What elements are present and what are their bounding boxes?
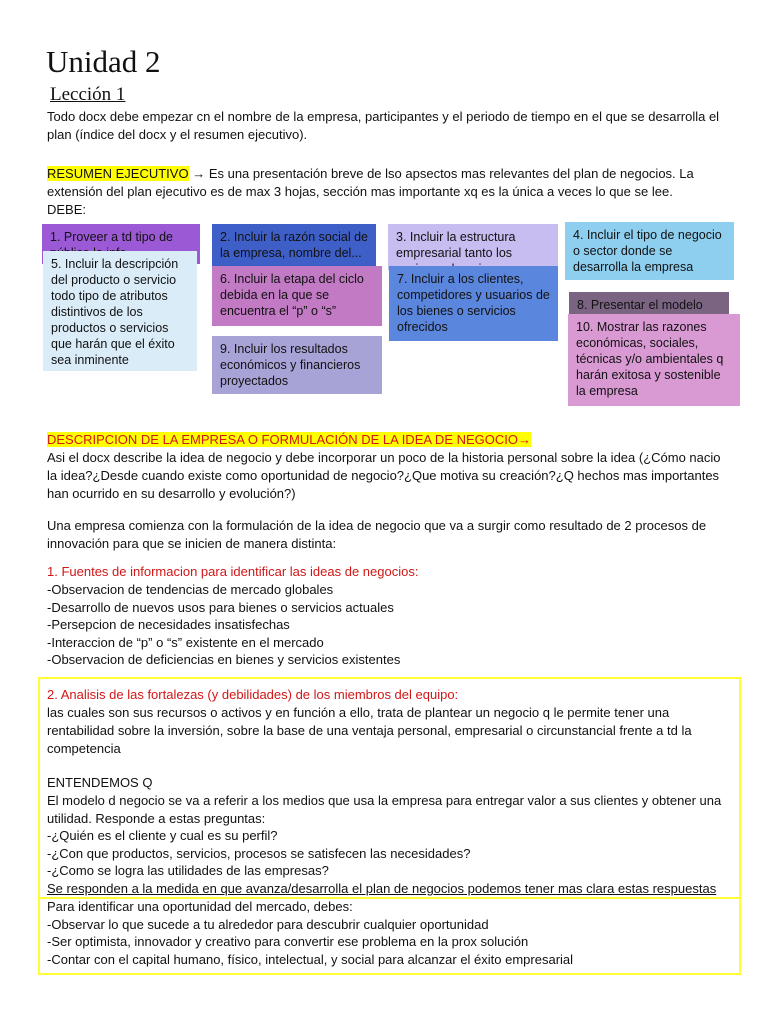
resumen-text: Es una presentación breve de lso apsectos mas relevantes del plan de negocios. La extensión del plan ejecutivo es de max 3 hojas, sección mas importante xq es la única a veces lo que se lee. [47, 166, 694, 199]
descripcion-paragraph [47, 431, 727, 503]
descripcion-text: Asi el docx describe la idea de negocio y debe incorporar un poco de la historia personal sobre la idea (¿Cómo nacio la idea?¿Desde cuando existe como oportunidad de negocio?¿Que motiva su creación?¿Q hechos mas importantes han ocurrido en su desarrollo y evolución?) [47, 450, 721, 501]
fuentes-list [47, 581, 400, 669]
list-item: -Interaccion de “p” o “s” existente en el mercado [47, 634, 324, 650]
resumen-paragraph [47, 165, 727, 201]
list-item: -Persepcion de necesidades insatisfechas [47, 617, 290, 632]
list-item: -Contar con el capital humano, físico, intelectual, y social para alcanzar el éxito empresarial [47, 951, 574, 967]
box-6: 6. Incluir la etapa del ciclo debida en la que se encuentra el “p” o “s” [212, 266, 382, 326]
box-1: 1. Proveer a td tipo de [42, 224, 200, 264]
box-8: 8. Presentar el modelo [569, 292, 729, 316]
oportunidad-heading: Para identificar una oportunidad del mercado, debes: [47, 899, 353, 914]
arrow-icon: → [518, 432, 531, 447]
arrow-icon: → [192, 166, 206, 181]
modelo-text: El modelo d negocio se va a referir a los medios que usa la empresa para entregar valor a sus clientes y obtener una utilidad. Responde a estas preguntas: [47, 793, 722, 826]
list-item: -¿Con que productos, servicios, procesos se satisfecen las necesidades? [47, 845, 471, 861]
underlined-note: Se responden a la medida en que avanza/desarrolla el plan de negocios podemos tener mas clara estas respuestas [47, 881, 717, 896]
debe-label: DEBE: [47, 202, 87, 217]
box-5: 5. Incluir la descripción del producto o servicio todo tipo de atributos distintivos de los productos o servicios que harán que el éxito sea inminente [43, 251, 197, 371]
resumen-label: RESUMEN EJECUTIVO [47, 166, 189, 181]
page-title: Unidad 2 [46, 44, 161, 79]
analisis-heading: 2. Analisis de las fortalezas (y debilidades) de los miembros del equipo: [47, 687, 459, 702]
box-7: 7. Incluir a los clientes, competidores y usuarios de los bienes o servicios ofrecidos [389, 266, 558, 341]
lesson-title: Lección 1 [50, 84, 126, 105]
box-10: 10. Mostrar las razones económicas, sociales, técnicas y/o ambientales q harán exitosa y sostenible la empresa [568, 314, 740, 406]
fuentes-heading: 1. Fuentes de informacion para identificar las ideas de negocios: [47, 564, 419, 579]
intro-paragraph: Todo docx debe empezar cn el nombre de la empresa, participantes y el periodo de tiempo en el que se desarrolla el plan (índice del docx y el resumen ejecutivo). [47, 109, 720, 142]
descripcion-para2: Una empresa comienza con la formulación de la idea de negocio que va a surgir como resultado de 2 procesos de innovación para que se inicien de manera distinta: [47, 518, 707, 551]
box-3: 3. Incluir la estructura empresarial tanto los [388, 224, 558, 270]
box-2: 2. Incluir la razón social de la empresa, nombre del... [212, 224, 376, 270]
list-item: -Desarrollo de nuevos usos para bienes o servicios actuales [47, 599, 394, 615]
list-item: -Observacion de tendencias de mercado globales [47, 582, 334, 597]
list-item: -Ser optimista, innovador y creativo para convertir ese problema en la prox solución [47, 934, 529, 949]
list-item: -Observar lo que sucede a tu alrededor para descubrir cualquier oportunidad [47, 916, 489, 932]
box-4: 4. Incluir el tipo de negocio o sector donde se desarrolla la empresa [565, 222, 734, 280]
list-item: -¿Quién es el cliente y cual es su perfil? [47, 828, 278, 843]
list-item: -¿Como se logra las utilidades de las empresas? [47, 863, 329, 878]
entendemos-label: ENTENDEMOS Q [47, 775, 153, 790]
descripcion-label: DESCRIPCION DE LA EMPRESA O FORMULACIÓN DE LA IDEA DE NEGOCIO→ [47, 432, 531, 447]
questions-list [47, 827, 470, 880]
analisis-text: las cuales son sus recursos o activos y en función a ello, trata de plantear un negocio q le permite tener una rentabilidad sobre la inversión, sobre la base de una ventaja personal, empresarial o circunstancial frente a td la competencia [47, 705, 692, 756]
oportunidad-list [47, 898, 573, 968]
box-9: 9. Incluir los resultados económicos y financieros proyectados [212, 336, 382, 394]
list-item: -Observacion de deficiencias en bienes y servicios existentes [47, 652, 401, 667]
